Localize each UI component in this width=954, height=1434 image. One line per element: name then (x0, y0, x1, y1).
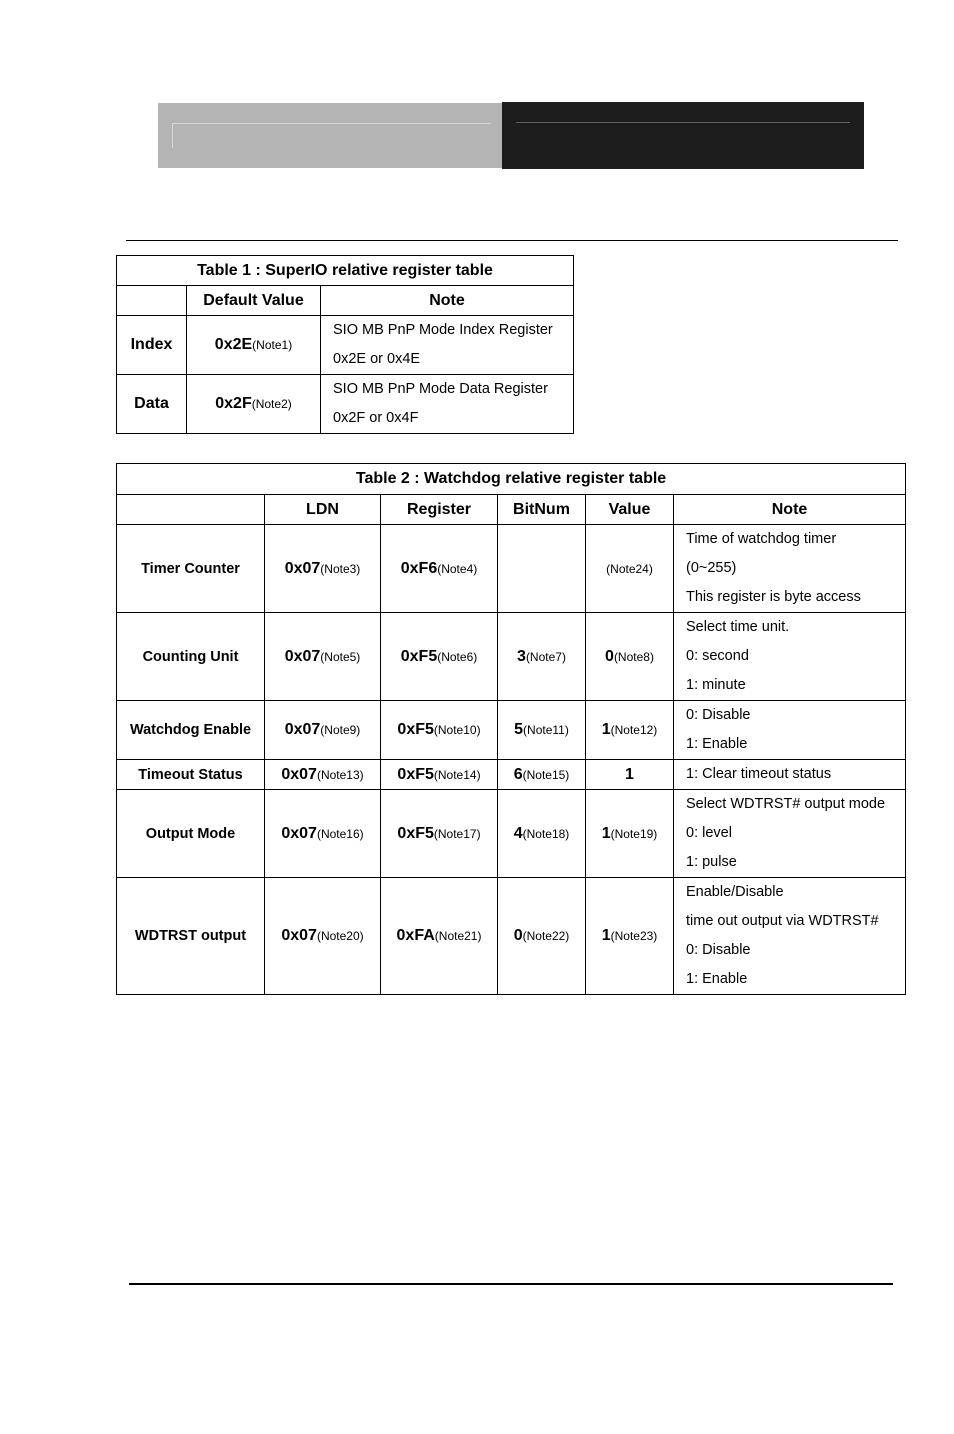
note-ref: (Note10) (433, 723, 481, 737)
note-ref: (Note1) (252, 338, 293, 352)
table1-header-note: Note (321, 286, 574, 316)
register-value: 0xF6 (400, 559, 438, 577)
note-ref: (Note11) (523, 723, 569, 737)
note-line: 0: level (686, 825, 732, 841)
note-line: 1: Enable (686, 971, 748, 987)
table2-caption: Table 2 : Watchdog relative register table (117, 464, 906, 495)
note-cell (321, 316, 574, 375)
note-cell (321, 375, 574, 434)
table-row (117, 790, 906, 878)
table-row (117, 701, 906, 760)
note-line: 0: Disable (686, 942, 751, 958)
note-cell (674, 613, 906, 701)
register-cell (381, 701, 498, 760)
register-cell (381, 525, 498, 613)
table2-header-value: Value (586, 495, 674, 525)
bitnum-value: 3 (517, 647, 526, 665)
value-value: 1 (625, 765, 634, 783)
table2-header-note: Note (674, 495, 906, 525)
ldn-cell (265, 525, 381, 613)
note-line: (0~255) (686, 560, 737, 576)
row-label: Timeout Status (117, 760, 265, 790)
ldn-cell (265, 760, 381, 790)
footer-divider (129, 1283, 893, 1285)
note-line: SIO MB PnP Mode Data Register (333, 381, 548, 397)
note-ref: (Note4) (437, 561, 478, 576)
note-ref: (Note16) (316, 826, 364, 841)
bitnum-value: 5 (514, 721, 524, 738)
table-row (117, 316, 574, 375)
register-value: 0x2F (215, 395, 252, 412)
note-cell (674, 525, 906, 613)
ldn-cell (265, 613, 381, 701)
value-cell (586, 878, 674, 995)
header-banner-left (158, 103, 502, 168)
table2-header-register: Register (381, 495, 498, 525)
top-divider (126, 240, 898, 241)
register-value: 0xFA (396, 927, 435, 944)
table-row (117, 375, 574, 434)
note-cell (674, 760, 906, 790)
register-cell (381, 760, 498, 790)
table2-header-ldn: LDN (265, 495, 381, 525)
register-cell (381, 613, 498, 701)
register-value: 0xF5 (397, 824, 434, 842)
note-cell (674, 701, 906, 760)
bitnum-cell (498, 701, 586, 760)
note-ref: (Note21) (434, 929, 482, 943)
ldn-cell (265, 878, 381, 995)
note-line: 0: second (686, 648, 749, 664)
bitnum-value: 4 (513, 824, 523, 842)
row-label: Index (117, 316, 187, 375)
ldn-value: 0x07 (281, 824, 317, 842)
table1-header-default-value: Default Value (187, 286, 321, 316)
value-cell (586, 525, 674, 613)
header-right-rule-line (516, 122, 850, 123)
row-label: Timer Counter (117, 525, 265, 613)
ldn-cell (265, 790, 381, 878)
note-ref: (Note17) (433, 826, 481, 841)
bitnum-cell (498, 613, 586, 701)
value-value: 1 (601, 721, 611, 738)
value-value: 1 (601, 824, 611, 842)
superio-register-table (116, 255, 574, 434)
note-ref: (Note13) (316, 767, 364, 782)
table-row (117, 525, 906, 613)
note-ref: (Note12) (610, 723, 658, 737)
note-ref: (Note24) (606, 561, 653, 576)
ldn-value: 0x07 (284, 647, 321, 665)
note-line: Enable/Disable (686, 884, 784, 900)
row-label: Data (117, 375, 187, 434)
default-value-cell (187, 316, 321, 375)
note-ref: (Note7) (525, 649, 566, 664)
note-ref: (Note19) (610, 826, 658, 841)
value-cell (586, 701, 674, 760)
note-line: This register is byte access (686, 589, 861, 605)
table1-header-blank (117, 286, 187, 316)
table-row (117, 613, 906, 701)
note-ref: (Note18) (522, 826, 570, 841)
note-line: 0: Disable (686, 707, 751, 723)
table-row (117, 878, 906, 995)
note-ref: (Note22) (522, 929, 570, 943)
ldn-cell (265, 701, 381, 760)
ldn-value: 0x07 (284, 559, 321, 577)
bitnum-value: 0 (513, 927, 523, 944)
value-value: 0 (605, 647, 614, 665)
note-line: 0x2F or 0x4F (333, 410, 419, 426)
note-ref: (Note3) (320, 561, 361, 576)
note-ref: (Note20) (316, 929, 364, 943)
note-ref: (Note23) (610, 929, 658, 943)
value-cell (586, 790, 674, 878)
bitnum-cell (498, 878, 586, 995)
row-label: Watchdog Enable (117, 701, 265, 760)
table1-caption: Table 1 : SuperIO relative register table (117, 256, 574, 286)
table-row (117, 760, 906, 790)
note-line: 1: Enable (686, 736, 748, 752)
note-ref: (Note14) (433, 767, 481, 782)
note-line: 1: pulse (686, 854, 737, 870)
row-label: Output Mode (117, 790, 265, 878)
table2-header-bitnum: BitNum (498, 495, 586, 525)
table2-header-blank (117, 495, 265, 525)
note-ref: (Note8) (613, 649, 654, 664)
register-value: 0x2E (214, 336, 253, 353)
register-value: 0xF5 (397, 721, 434, 738)
bitnum-cell (498, 790, 586, 878)
register-value: 0xF5 (397, 765, 434, 783)
register-value: 0xF5 (400, 647, 438, 665)
note-line: SIO MB PnP Mode Index Register (333, 322, 553, 338)
row-label: WDTRST output (117, 878, 265, 995)
register-cell (381, 878, 498, 995)
note-line: 1: Clear timeout status (686, 766, 832, 782)
watchdog-register-table (116, 463, 906, 995)
default-value-cell (187, 375, 321, 434)
ldn-value: 0x07 (284, 721, 321, 738)
note-cell (674, 790, 906, 878)
ldn-value: 0x07 (281, 927, 317, 944)
header-left-bevel-line (172, 123, 491, 148)
value-value: 1 (601, 927, 611, 944)
bitnum-cell (498, 525, 586, 613)
row-label: Counting Unit (117, 613, 265, 701)
note-line: 1: minute (686, 677, 746, 693)
note-ref: (Note2) (251, 397, 292, 411)
note-ref: (Note15) (522, 767, 570, 782)
note-ref: (Note6) (437, 649, 478, 664)
note-line: Time of watchdog timer (686, 531, 837, 547)
note-line: time out output via WDTRST# (686, 913, 879, 929)
bitnum-cell (498, 760, 586, 790)
note-ref: (Note5) (320, 649, 361, 664)
note-line: Select WDTRST# output mode (686, 796, 886, 812)
note-cell (674, 878, 906, 995)
register-cell (381, 790, 498, 878)
header-banner-right (502, 102, 864, 169)
note-line: 0x2E or 0x4E (333, 351, 421, 367)
note-line: Select time unit. (686, 619, 790, 635)
bitnum-value: 6 (513, 765, 523, 783)
ldn-value: 0x07 (281, 765, 317, 783)
note-ref: (Note9) (320, 723, 361, 737)
value-cell (586, 613, 674, 701)
value-cell (586, 760, 674, 790)
